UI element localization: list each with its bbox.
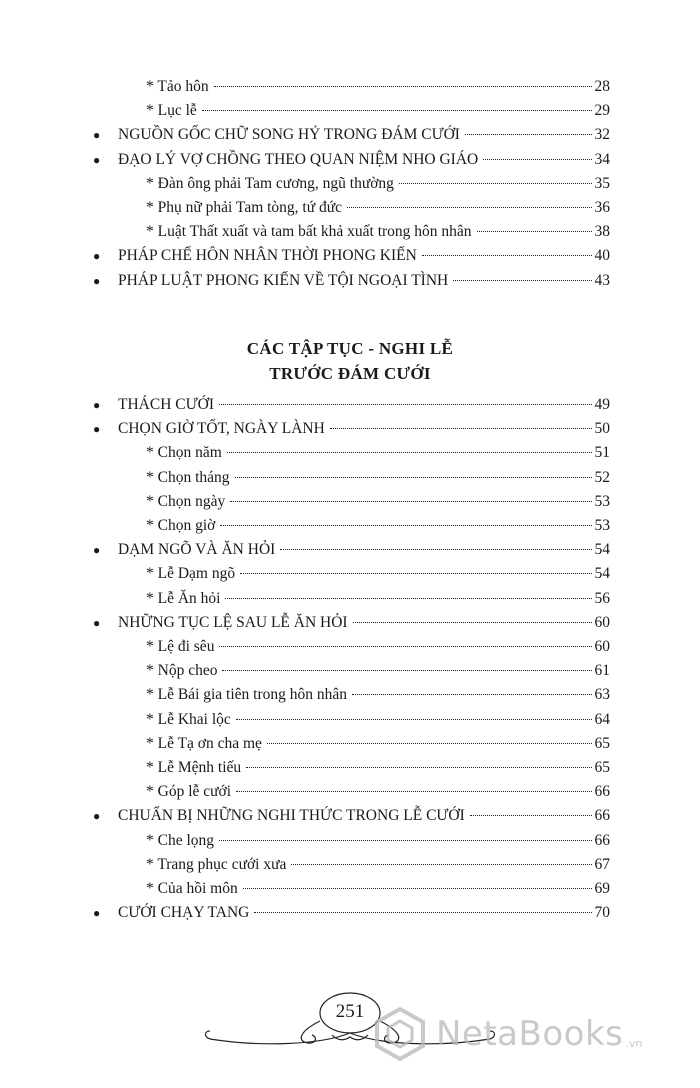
toc-subentry [146, 877, 610, 901]
toc-entry-label: CHỌN GIỜ TỐT, NGÀY LÀNH [118, 420, 325, 438]
toc-entry-page: 54 [594, 541, 610, 559]
dot-leader [219, 646, 591, 647]
dot-leader [254, 912, 591, 913]
toc-entry [93, 148, 610, 172]
toc-subentry [146, 732, 610, 756]
toc-entry-page: 35 [594, 174, 610, 192]
toc-entry-page: 65 [594, 734, 610, 752]
dot-leader [235, 477, 592, 478]
toc-entry [93, 417, 610, 441]
toc-subentry [146, 99, 610, 123]
dot-leader [219, 404, 592, 405]
toc-subentry [146, 659, 610, 683]
toc-entry-label: * Chọn năm [146, 444, 222, 462]
toc-entry-page: 40 [594, 247, 610, 265]
toc-entry-page: 38 [594, 223, 610, 241]
dot-leader [422, 255, 592, 256]
toc-entry [93, 538, 610, 562]
dot-leader [220, 525, 591, 526]
toc-entry-page: 53 [594, 492, 610, 510]
watermark-text: NetaBooks [436, 1014, 624, 1054]
toc-entry-page: 63 [594, 686, 610, 704]
toc-entry-page: 54 [594, 565, 610, 583]
toc-entry-label: ĐẠO LÝ VỢ CHỒNG THEO QUAN NIỆM NHO GIÁO [118, 150, 479, 168]
dot-leader [399, 183, 592, 184]
toc-entry-label: * Lễ Khai lộc [146, 710, 231, 728]
toc-entry-label: * Chọn tháng [146, 468, 230, 486]
bullet-icon: ● [93, 615, 101, 630]
toc-entry-label: * Đàn ông phải Tam cương, ngũ thường [146, 174, 394, 192]
toc-entry-label: * Lễ Ăn hỏi [146, 589, 221, 607]
toc-entry-page: 61 [594, 662, 610, 680]
toc-subentry [146, 514, 610, 538]
toc-subentry [146, 635, 610, 659]
toc-entry-page: 28 [594, 78, 610, 95]
toc-entry-label: PHÁP CHẾ HÔN NHÂN THỜI PHONG KIẾN [118, 247, 417, 265]
dot-leader [225, 598, 591, 599]
toc-entry-label: NHỮNG TỤC LỆ SAU LỄ ĂN HỎI [118, 613, 348, 631]
toc-entry-label: * Chọn giờ [146, 517, 216, 534]
toc-subentry [146, 587, 610, 611]
toc-entry [93, 901, 610, 925]
toc-entry-label: * Lục lễ [146, 102, 197, 120]
toc-entry-label: * Phụ nữ phải Tam tòng, tứ đức [146, 199, 343, 216]
toc-subentry [146, 853, 610, 877]
dot-leader [347, 207, 591, 208]
bullet-icon: ● [93, 273, 101, 288]
toc-entry-label: * Lệ đi sêu [146, 638, 215, 655]
toc-entry [93, 393, 610, 417]
bullet-icon: ● [93, 809, 101, 824]
toc-entry-label: * Lễ Tạ ơn cha mẹ [146, 734, 262, 752]
toc-subentry [146, 441, 610, 465]
toc-subentry [146, 829, 610, 853]
toc-subentry [146, 172, 610, 196]
toc-entry-page: 36 [594, 199, 610, 216]
toc-entry-label: CHUẨN BỊ NHỮNG NGHI THỨC TRONG LỄ CƯỚI [118, 807, 465, 825]
toc-subentry [146, 490, 610, 514]
dot-leader [280, 549, 591, 550]
watermark [372, 1004, 642, 1064]
dot-leader [352, 694, 591, 695]
bullet-icon: ● [93, 398, 101, 412]
dot-leader [227, 452, 592, 453]
dot-leader [222, 670, 591, 671]
toc-entry-page: 56 [594, 589, 610, 607]
toc-entry-label: NGUỒN GỐC CHỮ SONG HỶ TRONG ĐÁM CƯỚI [118, 126, 460, 144]
dot-leader [477, 231, 592, 232]
toc-entry-page: 51 [594, 444, 610, 462]
toc-entry-label: * Trang phục cưới xưa [146, 855, 287, 873]
toc-entry-page: 66 [594, 807, 610, 825]
toc-entry-page: 60 [594, 638, 610, 655]
toc-entry [93, 611, 610, 635]
dot-leader [291, 864, 591, 865]
dot-leader [236, 791, 591, 792]
toc-entry-label: * Lễ Dạm ngõ [146, 565, 236, 583]
hexagon-logo-icon [372, 1006, 428, 1062]
toc-entry-page: 50 [594, 420, 610, 438]
toc-entry-page: 66 [594, 783, 610, 801]
bullet-icon: ● [93, 543, 101, 558]
toc-entry [93, 123, 610, 147]
toc-entry-page: 32 [594, 126, 610, 144]
toc-entry-page: 64 [594, 710, 610, 728]
toc-entry-label: * Của hồi môn [146, 880, 238, 897]
dot-leader [470, 815, 592, 816]
bullet-icon: ● [93, 152, 101, 167]
dot-leader [246, 767, 591, 768]
toc-subentry [146, 196, 610, 220]
section-title-line-1: CÁC TẬP TỤC - NGHI LỄ [246, 339, 454, 358]
toc-entry-label: * Lễ Bái gia tiên trong hôn nhân [146, 686, 348, 704]
dot-leader [236, 719, 592, 720]
toc-subentry [146, 562, 610, 586]
toc-entry-page: 43 [594, 271, 610, 289]
toc-subentry [146, 756, 610, 780]
toc-subentry [146, 683, 610, 707]
toc-entry [93, 269, 610, 293]
dot-leader [465, 134, 592, 135]
toc-entry-page: 69 [594, 880, 610, 897]
toc-entry-page: 66 [594, 831, 610, 849]
dot-leader [483, 159, 591, 160]
dot-leader [240, 573, 591, 574]
bullet-icon: ● [93, 422, 101, 437]
toc-entry-label: DẠM NGÕ VÀ ĂN HỎI [118, 541, 276, 559]
toc-entry-page: 60 [594, 613, 610, 631]
toc-entry-page: 34 [594, 150, 610, 168]
dot-leader [219, 840, 591, 841]
toc-entry-label: * Tảo hôn [146, 78, 209, 95]
bullet-icon: ● [93, 128, 101, 143]
toc-entry [93, 244, 610, 268]
toc-entry-label: THÁCH CƯỚI [118, 396, 214, 413]
toc-entry-label: * Luật Thất xuất và tam bất khả xuất trong hôn nhân [146, 223, 472, 241]
toc-entry-label: * Lễ Mệnh tiếu [146, 759, 242, 776]
bullet-icon: ● [93, 906, 101, 921]
dot-leader [243, 888, 592, 889]
toc-entry-page: 65 [594, 759, 610, 776]
toc-subentry [146, 75, 610, 99]
toc-entry-page: 49 [594, 396, 610, 413]
toc-subentry [146, 708, 610, 732]
section-title-line-2: TRƯỚC ĐÁM CƯỚI [269, 364, 431, 383]
dot-leader [267, 743, 592, 744]
toc-entry-label: CƯỚI CHẠY TANG [118, 904, 250, 922]
section-title [0, 336, 700, 386]
toc-entry-label: * Chọn ngày [146, 492, 226, 510]
dot-leader [453, 280, 591, 281]
toc-entry-page: 53 [594, 517, 610, 534]
toc-entry-label: * Che lọng [146, 831, 215, 849]
toc-entry-label: * Góp lễ cưới [146, 783, 232, 801]
dot-leader [214, 86, 592, 87]
dot-leader [330, 428, 592, 429]
toc-entry-label: PHÁP LUẬT PHONG KIẾN VỀ TỘI NGOẠI TÌNH [118, 271, 449, 289]
toc-entry-label: * Nộp cheo [146, 662, 218, 680]
toc-subentry [146, 466, 610, 490]
dot-leader [202, 110, 592, 111]
toc-entry-page: 29 [594, 102, 610, 120]
toc-entry-page: 70 [594, 904, 610, 922]
dot-leader [353, 622, 592, 623]
toc-subentry [146, 220, 610, 244]
toc-entry-page: 67 [594, 855, 610, 873]
toc-entry-page: 52 [594, 468, 610, 486]
dot-leader [230, 501, 591, 502]
bullet-icon: ● [93, 249, 101, 264]
watermark-suffix: .vn [625, 1037, 643, 1050]
toc-subentry [146, 780, 610, 804]
toc-entry [93, 804, 610, 828]
page-number: 251 [335, 1001, 365, 1022]
